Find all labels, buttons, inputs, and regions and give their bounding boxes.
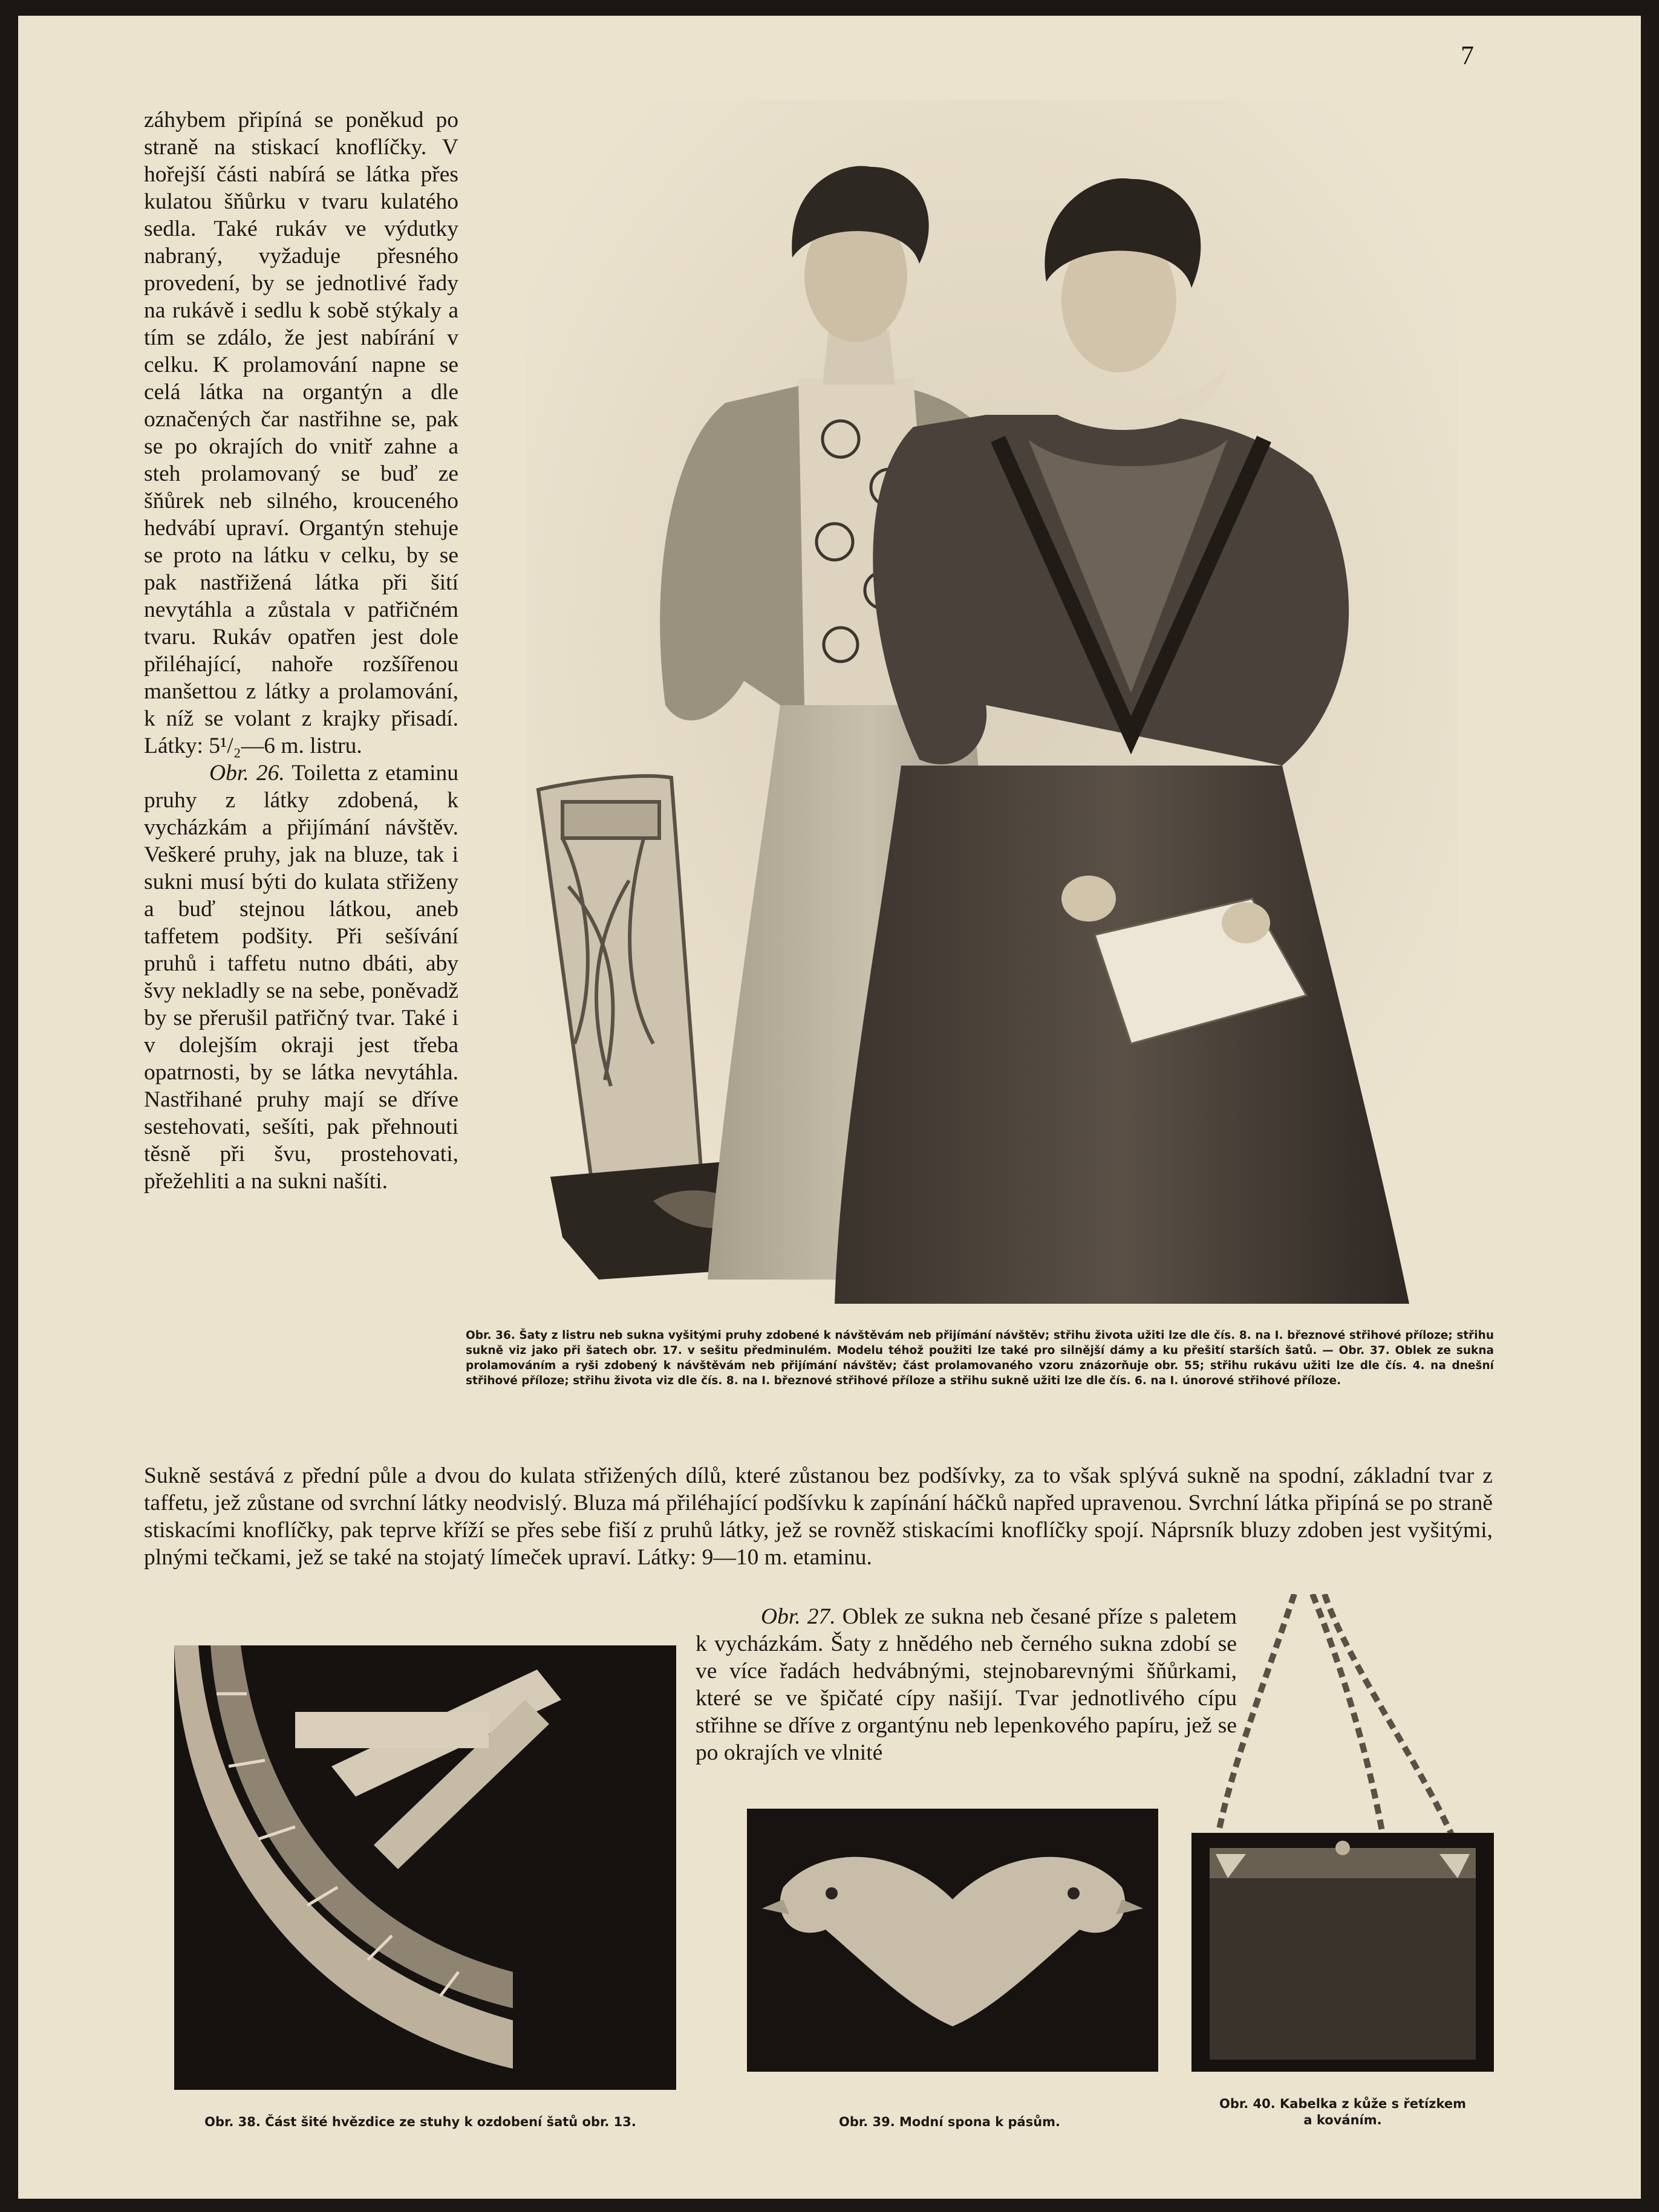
- paragraph-obr-26-text: Toiletta z etaminu pruhy z látky zdobená, k vycházkám a přijímání návštěv. Veškeré pruhy, jak na bluze, tak i sukni musí býti do kulata střiženy a buď stejnou látkou, aneb taffetem podšity. Při sešívání pruhů i taffetu nutno dbáti, aby švy nekladly se na sebe, poněvadž by se přerušil patřičný tvar. Také i v dolejším okraji jest třeba opatrnosti, by se látka nevytáhla. Nastřihané pruhy mají se dříve sestehovati, sešíti, pak přehnouti těsně při švu, prostehovati, přežehliti a na sukni našíti.: [144, 761, 458, 1194]
- figure-reference-26: Obr. 26.: [209, 761, 285, 786]
- fashion-illustration-two-dresses: [526, 100, 1458, 1304]
- eagle-buckle-photo: [747, 1809, 1158, 2072]
- paragraph-obr-27-text: Oblek ze sukna neb česané příze s paletem k vycházkám. Šaty z hnědého neb černého sukna zdobí se ve více řadách hedvábnými, stejnobarevnými šňůrkami, které se ve špičaté cípy našijí. Tvar jednotlivého cípu střihne se dříve z organtýnu neb lepenkového papíru, jež se po okrajích ve vlnité: [696, 1604, 1237, 1765]
- caption-obr-39: Obr. 39. Modní spona k pásům.: [838, 2115, 1061, 2129]
- paragraph-skirt-description: Sukně sestává z přední půle a dvou do kulata střižených dílů, které zůstanou bez podšívky, za to však splývá sukně na spodní, základní tvar z taffetu, jež zůstane od svrchní látky neodvislý. Bluza má přiléhající podšívku k zapínání háčků napřed upravenou. Svrchní látka připíná se po straně stiskacími knoflíčky, pak teprve kříží se přes sebe fiší z pruhů látky, jež se rovněž stiskacími knoflíčky spojí. Náprsník bluzy zdoben jest vyšitými, plnými tečkami, jež se také na stojatý límeček upraví. Látky: 9—10 m. etaminu.: [144, 1463, 1493, 1570]
- full-width-paragraph: [144, 1462, 1493, 1571]
- caption-obr-40-line1: Obr. 40. Kabelka z kůže s řetízkem: [1219, 2097, 1467, 2111]
- magazine-page: [18, 16, 1641, 2199]
- paragraph-obr-27-block: [696, 1603, 1237, 1766]
- leather-handbag-photo: [1191, 1594, 1494, 2072]
- caption-obr-38: Obr. 38. Část šité hvězdice ze stuhy k ozdobení šatů obr. 13.: [204, 2115, 636, 2129]
- caption-obr-40: [1161, 2096, 1524, 2129]
- caption-obr-40-line2: a kováním.: [1303, 2113, 1382, 2127]
- left-text-column: [144, 106, 458, 1195]
- ribbon-star-photo: [174, 1645, 676, 2090]
- paragraph-sleeve-description: záhybem připíná se poněkud po straně na stiskací knoflíčky. V hořejší části nabírá se látka přes kulatou šňůrku v tvaru kulatého sedla. Také rukáv ve výdutky nabraný, vyžaduje přesného provedení, by se jednotlivé řady na rukávě i sedlu k sobě stýkaly a tím se zdálo, že jest nabírání v celku. K prolamování napne se celá látka na organtýn a dle označených čar nastřihne se, pak se po okrajích do vnitř zahne a steh prolamovaný se buď ze šňůrek neb silného, krouceného hedvábí upraví. Organtýn stehuje se proto na látku v celku, by se pak nastřižená látka při šití nevytáhla a zůstala v patřičném tvaru. Rukáv opatřen jest dole přiléhající, nahoře rozšířenou manšettou z látky a prolamování, k níž se volant z krajky přisadí. Látky: 5¹/₂—6 m. listru.: [144, 108, 458, 758]
- page-number: 7: [1461, 41, 1474, 70]
- caption-obr-36-37: Obr. 36. Šaty z listru neb sukna vyšitými pruhy zdobené k návštěvám neb přijímání návštěv; střihu života užiti lze dle čís. 8. na I. březnové střihové příloze; střihu sukně viz jako při šatech obr. 17. v sešitu předminulém. Modelu téhož použiti lze také pro silnější dámy a ku přešití starších šatů. — Obr. 37. Oblek ze sukna prolamováním a ryši zdobený k návštěvám neb přijímání návštěv; část prolamovaného vzoru znázorňuje obr. 55; střihu rukávu užiti lze dle čís. 4. na dnešní střihové příloze; střihu života viz dle čís. 8. na I. březnové střihové příloze a střihu sukně užiti lze dle čís. 6. na I. únorové střihové příloze.: [466, 1329, 1494, 1387]
- paragraph-obr-26: [144, 760, 458, 1195]
- paragraph-obr-27: [696, 1603, 1237, 1766]
- figure-reference-27: Obr. 27.: [761, 1604, 836, 1629]
